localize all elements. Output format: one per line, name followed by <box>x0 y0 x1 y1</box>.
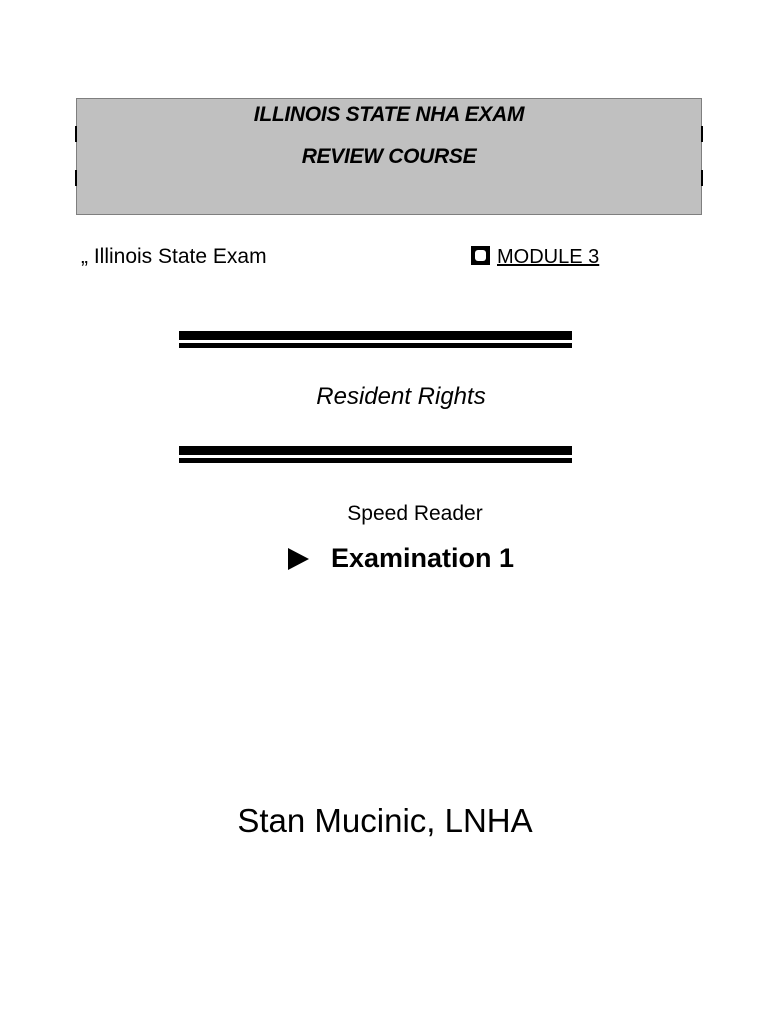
examination-label: Examination 1 <box>331 543 515 573</box>
module-indicator <box>471 246 599 269</box>
section-title: Resident Rights <box>316 383 486 410</box>
header-tick-right-bottom <box>701 170 703 186</box>
bottom-double-rule <box>179 446 572 463</box>
examination-heading <box>288 543 514 574</box>
play-triangle-icon <box>288 548 309 570</box>
header-tick-right-top <box>701 126 703 142</box>
header-tick-left-top <box>75 126 77 142</box>
exam-subtitle: „ Illinois State Exam <box>81 245 267 268</box>
hollow-square-bullet-icon <box>471 246 490 265</box>
top-double-rule <box>179 331 572 348</box>
header-title-line-1: ILLINOIS STATE NHA EXAM <box>253 103 525 126</box>
header-box <box>76 98 702 215</box>
module-label: MODULE 3 <box>497 246 600 268</box>
header-title-line-2: REVIEW COURSE <box>301 145 477 168</box>
speed-reader-label: Speed Reader <box>347 502 483 525</box>
author-name: Stan Mucinic, LNHA <box>237 802 533 839</box>
header-tick-left-bottom <box>75 170 77 186</box>
